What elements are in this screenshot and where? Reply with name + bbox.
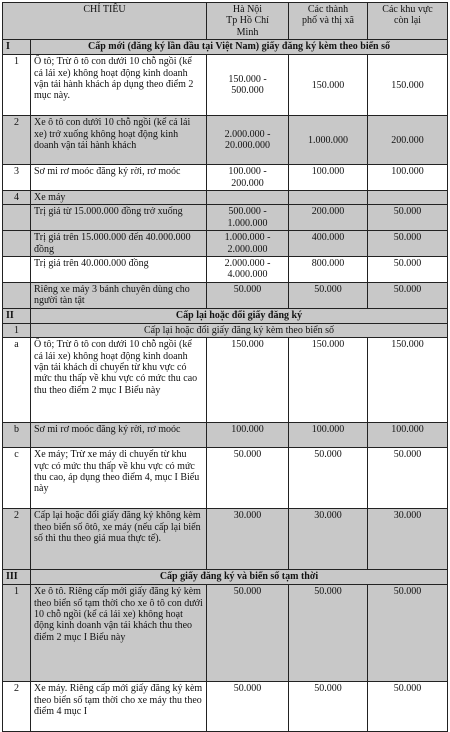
value-hanoi-hcmc: 50.000 [207,585,289,682]
row-description: Xe ô tô. Riêng cấp mới giấy đăng ký kèm theo biển số tạm thời cho xe ô tô con dưới 10 chỗ ngồi (kể cả lái xe) không hoạt động kinh doanh vận tải khách thu theo điểm 2 mục I Biểu này [31,585,207,682]
row-description: Sơ mi rơ moóc đăng ký rời, rơ moóc [31,165,207,191]
row-number [3,257,31,283]
table-row [3,323,448,337]
value-hanoi-hcmc: 2.000.000 - 20.000.000 [207,116,289,165]
row-number: a [3,338,31,423]
fee-table [2,2,448,732]
value-cities-towns: 50.000 [289,282,368,308]
fee-table-body [3,3,448,732]
value-other-areas: 50.000 [368,205,448,231]
row-number: c [3,448,31,509]
value-cities-towns: 150.000 [289,338,368,423]
value-other-areas: 100.000 [368,165,448,191]
value-other-areas: 50.000 [368,282,448,308]
value-cities-towns: 50.000 [289,682,368,732]
row-number: 1 [3,323,31,337]
section-title: Cấp lại hoặc đổi giấy đăng ký [31,308,448,323]
table-row [3,682,448,732]
section-row [3,308,448,323]
value-other-areas: 100.000 [368,423,448,448]
row-description: Xe máy [31,191,207,205]
value-cities-towns: 400.000 [289,231,368,257]
value-hanoi-hcmc: 2.000.000 - 4.000.000 [207,257,289,283]
row-number: b [3,423,31,448]
value-hanoi-hcmc: 500.000 - 1.000.000 [207,205,289,231]
table-row [3,585,448,682]
value-hanoi-hcmc: 30.000 [207,509,289,570]
value-other-areas: 150.000 [368,338,448,423]
table-row [3,191,448,205]
value-hanoi-hcmc: 100.000 [207,423,289,448]
header-cities-towns: Các thành phố và thị xã [289,3,368,40]
row-description: Cấp lại hoặc đổi giấy đăng ký kèm theo biển số [31,323,448,337]
value-hanoi-hcmc: 50.000 [207,448,289,509]
value-other-areas: 50.000 [368,585,448,682]
value-cities-towns: 100.000 [289,165,368,191]
row-number [3,205,31,231]
table-row [3,205,448,231]
value-hanoi-hcmc: 150.000 - 500.000 [207,55,289,116]
row-number: 1 [3,55,31,116]
row-description: Sơ mi rơ moóc đăng ký rời, rơ moóc [31,423,207,448]
row-description: Trị giá trên 15.000.000 đến 40.000.000 đồng [31,231,207,257]
row-number [3,282,31,308]
header-row [3,3,448,40]
row-description: Trị giá từ 15.000.000 đồng trở xuống [31,205,207,231]
value-cities-towns: 200.000 [289,205,368,231]
table-row [3,448,448,509]
row-description: Xe ô tô con dưới 10 chỗ ngồi (kể cả lái xe) trở xuống không hoạt động kinh doanh vận tải hành khách [31,116,207,165]
table-row [3,509,448,570]
table-row [3,231,448,257]
value-cities-towns: 50.000 [289,585,368,682]
value-cities-towns: 800.000 [289,257,368,283]
row-number [3,231,31,257]
value-cities-towns: 100.000 [289,423,368,448]
value-hanoi-hcmc: 100.000 - 200.000 [207,165,289,191]
row-number: 1 [3,585,31,682]
table-row [3,116,448,165]
table-row [3,165,448,191]
section-title: Cấp mới (đăng ký lần đầu tại Việt Nam) giấy đăng ký kèm theo biển số [31,40,448,55]
row-number: 2 [3,509,31,570]
table-row [3,55,448,116]
value-other-areas: 150.000 [368,55,448,116]
section-number: II [3,308,31,323]
value-other-areas: 50.000 [368,448,448,509]
section-number: I [3,40,31,55]
row-number: 3 [3,165,31,191]
value-hanoi-hcmc: 150.000 [207,338,289,423]
row-number: 4 [3,191,31,205]
row-description: Ô tô; Trừ ô tô con dưới 10 chỗ ngồi (kể cả lái xe) không hoạt động kinh doanh vận tải khách di chuyển từ khu vực có mức thu thấp về khu vực có mức thu cao thu theo điểm 2 mục I Biểu này [31,338,207,423]
header-hanoi-hcmc: Hà Nội Tp Hồ Chí Minh [207,3,289,40]
section-title: Cấp giấy đăng ký và biển số tạm thời [31,570,448,585]
section-number: III [3,570,31,585]
row-description: Trị giá trên 40.000.000 đồng [31,257,207,283]
table-row [3,257,448,283]
table-row [3,338,448,423]
value-hanoi-hcmc: 1.000.000 - 2.000.000 [207,231,289,257]
row-description: Riêng xe máy 3 bánh chuyên dùng cho người tàn tật [31,282,207,308]
section-row [3,570,448,585]
row-description: Ô tô; Trừ ô tô con dưới 10 chỗ ngồi (kể cả lái xe) không hoạt động kinh doanh vận tải hành khách áp dụng theo điểm 2 mục này. [31,55,207,116]
value-hanoi-hcmc: 50.000 [207,282,289,308]
section-row [3,40,448,55]
value-other-areas: 50.000 [368,257,448,283]
value-other-areas [368,191,448,205]
header-other-areas: Các khu vực còn lại [368,3,448,40]
value-cities-towns: 1.000.000 [289,116,368,165]
row-description: Xe máy. Riêng cấp mới giấy đăng ký kèm theo biển số tạm thời cho xe máy thu theo điểm 4 mục I [31,682,207,732]
value-cities-towns: 150.000 [289,55,368,116]
row-number: 2 [3,116,31,165]
row-description: Cấp lại hoặc đổi giấy đăng ký không kèm theo biển số ôtô, xe máy (nếu cấp lại biển số thì thu theo giá mua thực tế). [31,509,207,570]
value-other-areas: 50.000 [368,682,448,732]
value-cities-towns: 30.000 [289,509,368,570]
header-criteria: CHỈ TIÊU [3,3,207,40]
value-other-areas: 30.000 [368,509,448,570]
row-description: Xe máy; Trừ xe máy di chuyển từ khu vực có mức thu thấp về khu vực có mức thu cao, áp dụng theo điểm 4, mục I Biểu này [31,448,207,509]
value-cities-towns: 50.000 [289,448,368,509]
value-other-areas: 50.000 [368,231,448,257]
row-number: 2 [3,682,31,732]
value-hanoi-hcmc [207,191,289,205]
table-row [3,282,448,308]
value-other-areas: 200.000 [368,116,448,165]
table-row [3,423,448,448]
value-hanoi-hcmc: 50.000 [207,682,289,732]
value-cities-towns [289,191,368,205]
